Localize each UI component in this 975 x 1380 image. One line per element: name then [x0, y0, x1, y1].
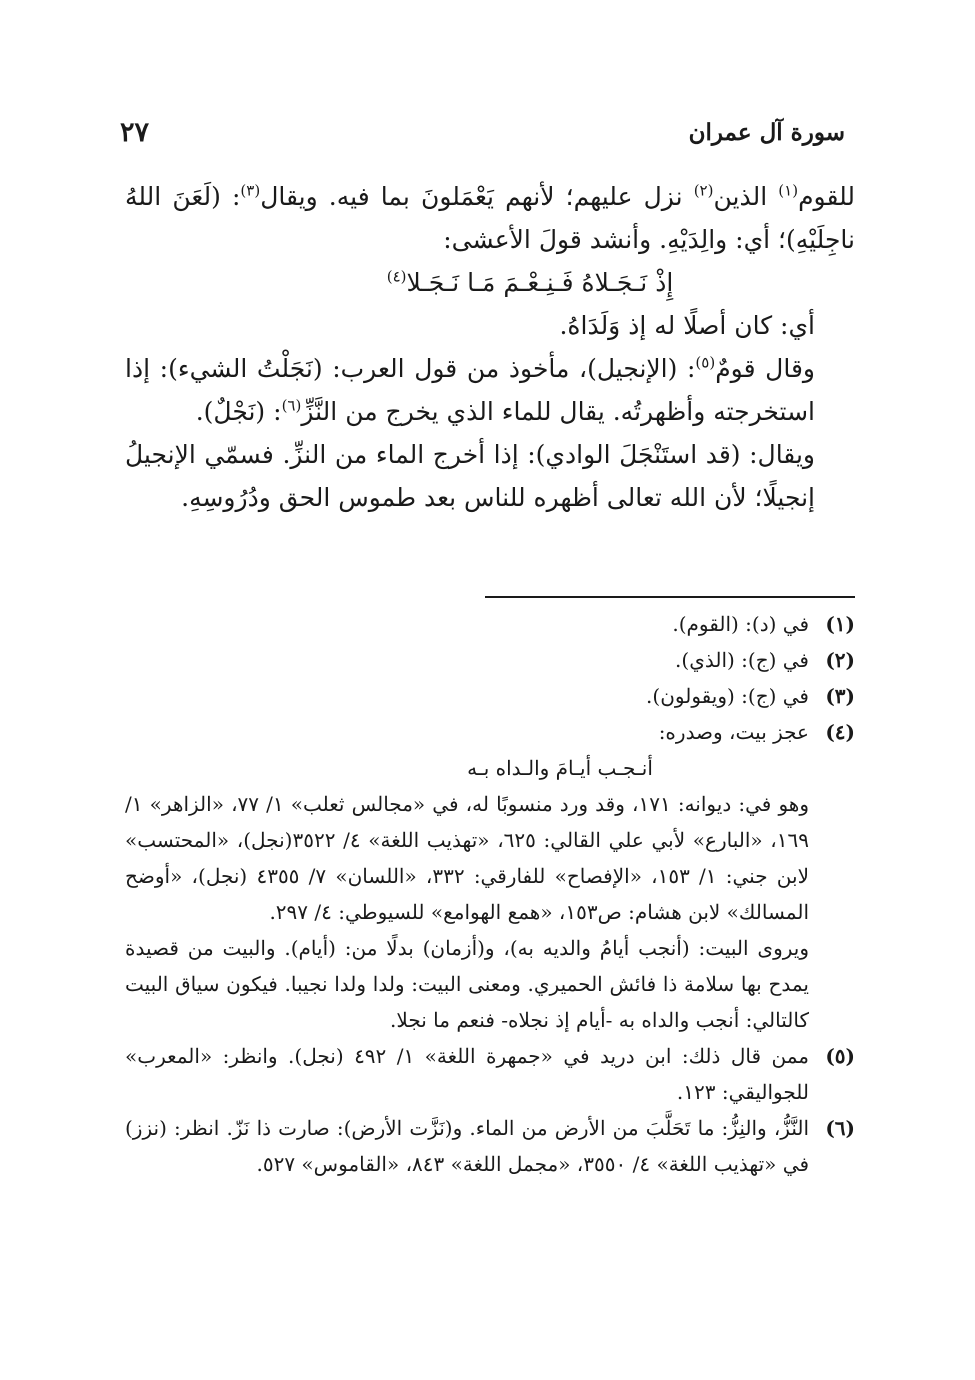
footnote-ref-3[interactable]: (٣) [240, 181, 261, 200]
surah-title: سورة آل عمران [688, 118, 845, 146]
paragraph-1-part-d: : (لَعَنَ اللهُ ناجِلَيْهِ)؛ أي: والِدَيْهِ. وأنشد قولَ الأعشى: [125, 182, 855, 254]
footnote-number: (٢) [825, 648, 855, 672]
main-text [125, 175, 855, 519]
footnote-ref-4[interactable]: (٤) [386, 267, 407, 286]
footnote-separator [485, 596, 855, 598]
footnote-text: عجز بيت، وصدره: [658, 720, 809, 744]
paragraph-2: أي: كان أصلًا له إذ وَلَدَاهُ. [559, 311, 815, 340]
footnote-number: (١) [825, 612, 855, 636]
poetry-verse [125, 261, 855, 304]
footnote-3 [125, 678, 855, 714]
footnote-number: (٣) [825, 684, 855, 708]
footnote-5 [125, 1038, 855, 1110]
paragraph-3-part-a: وقال قومٌ [715, 354, 815, 383]
footnote-ref-1[interactable]: (١) [778, 181, 799, 200]
page-number: ٢٧ [120, 116, 150, 148]
footnote-2 [125, 642, 855, 678]
paragraph-1-part-a: للقوم [798, 182, 856, 211]
paragraph-1-part-c: نزل عليهم؛ لأنهم يَعْمَلونَ بما فيه. ويقال [260, 182, 694, 211]
footnote-4-sources: وهو في: ديوانه: ١٧١، وقد ورد منسوبًا له، في «مجالس ثعلب» ١/ ٧٧، «الزاهر» ١/ ١٦٩، «البارع» لأبي علي القالي: ٦٢٥، «تهذيب اللغة» ٤/ ٣٥٢٢(نجل)، «المحتسب» لابن جني: ١/ ١٥٣، «الإفصاح» للفارقي: ٣٣٢، «اللسان» ٧/ ٤٣٥٥ (نجل)، «أوضح المسالك» لابن هشام: ص١٥٣، «همع الهوامع» للسيوطي: ٤/ ٢٩٧. [125, 792, 810, 924]
footnote-ref-5[interactable]: (٥) [695, 353, 716, 372]
footnote-text: ممن قال ذلك: ابن دريد في «جمهرة اللغة» ١/ ٤٩٢ (نجل). وانظر: «المعرب» للجواليقي: ١٢٣. [125, 1044, 809, 1104]
paragraph-3 [125, 347, 855, 433]
footnote-text: النَّزُّ، والنِزُّ: ما تَحَلَّبَ من الأرض من الماء. و(نَزَّت الأرض): صارت ذا نَزّ. انظر: (نزز) في «تهذيب اللغة» ٤/ ٣٥٥٠، «مجمل اللغة» ٨٤٣، «القاموس» ٥٢٧. [125, 1116, 809, 1176]
footnotes [125, 606, 855, 1182]
paragraph-3-part-b: : (الإنجيل)، مأخوذ من قول العرب: (نَجَلْتُ الشيء): إذا استخرجته وأظهرتُه. يقال للماء الذي يخرج من النَّزِّ [125, 354, 815, 426]
footnote-text: في (د): (القوم). [672, 612, 809, 636]
footnote-number: (٦) [825, 1116, 855, 1140]
footnote-text: في (ج): (ويقولون). [646, 684, 809, 708]
footnote-number: (٥) [825, 1044, 855, 1068]
footnote-number: (٤) [825, 720, 855, 744]
running-header [120, 112, 845, 152]
footnote-4-hemistich: أنـجـب أيـامَ والـداه بـه [467, 756, 653, 780]
paragraph-3-part-c: : (نَجْلٌ). [195, 397, 282, 426]
footnote-4 [125, 714, 855, 750]
footnote-6 [125, 1110, 855, 1182]
footnote-ref-6[interactable]: (٦) [281, 396, 302, 415]
footnote-4-variant: ويروى البيت: (أنجب أيامُ والديه به)، و(أزمان) بدلًا من: (أيام). والبيت من قصيدة يمدح بها سلامة ذا فائش الحميري. ومعنى البيت: ولدا ولدا نجيبا. فيكون سياق البيت كالتالي: أنجب والداه به -أيام إذ نجلاه- فنعم ما نجلا. [125, 936, 809, 1032]
paragraph-4: ويقال: (قد استَنْجَلَ الوادي): إذا أخرج الماء من النزِّ. فسمّي الإنجيلُ إنجيلًا؛ لأن الله تعالى أظهره للناس بعد طموس الحق ودُرُوسِهِ. [125, 440, 815, 512]
paragraph-1 [125, 175, 855, 261]
footnote-ref-2[interactable]: (٢) [693, 181, 714, 200]
footnote-text: في (ج): (الذي). [675, 648, 809, 672]
paragraph-1-part-b: الذين [713, 182, 779, 211]
footnote-1 [125, 606, 855, 642]
verse-text: إِذْ نَـجَـلاهُ فَـنِـعْـمَ مَـا نَـجَـلا [406, 268, 674, 297]
